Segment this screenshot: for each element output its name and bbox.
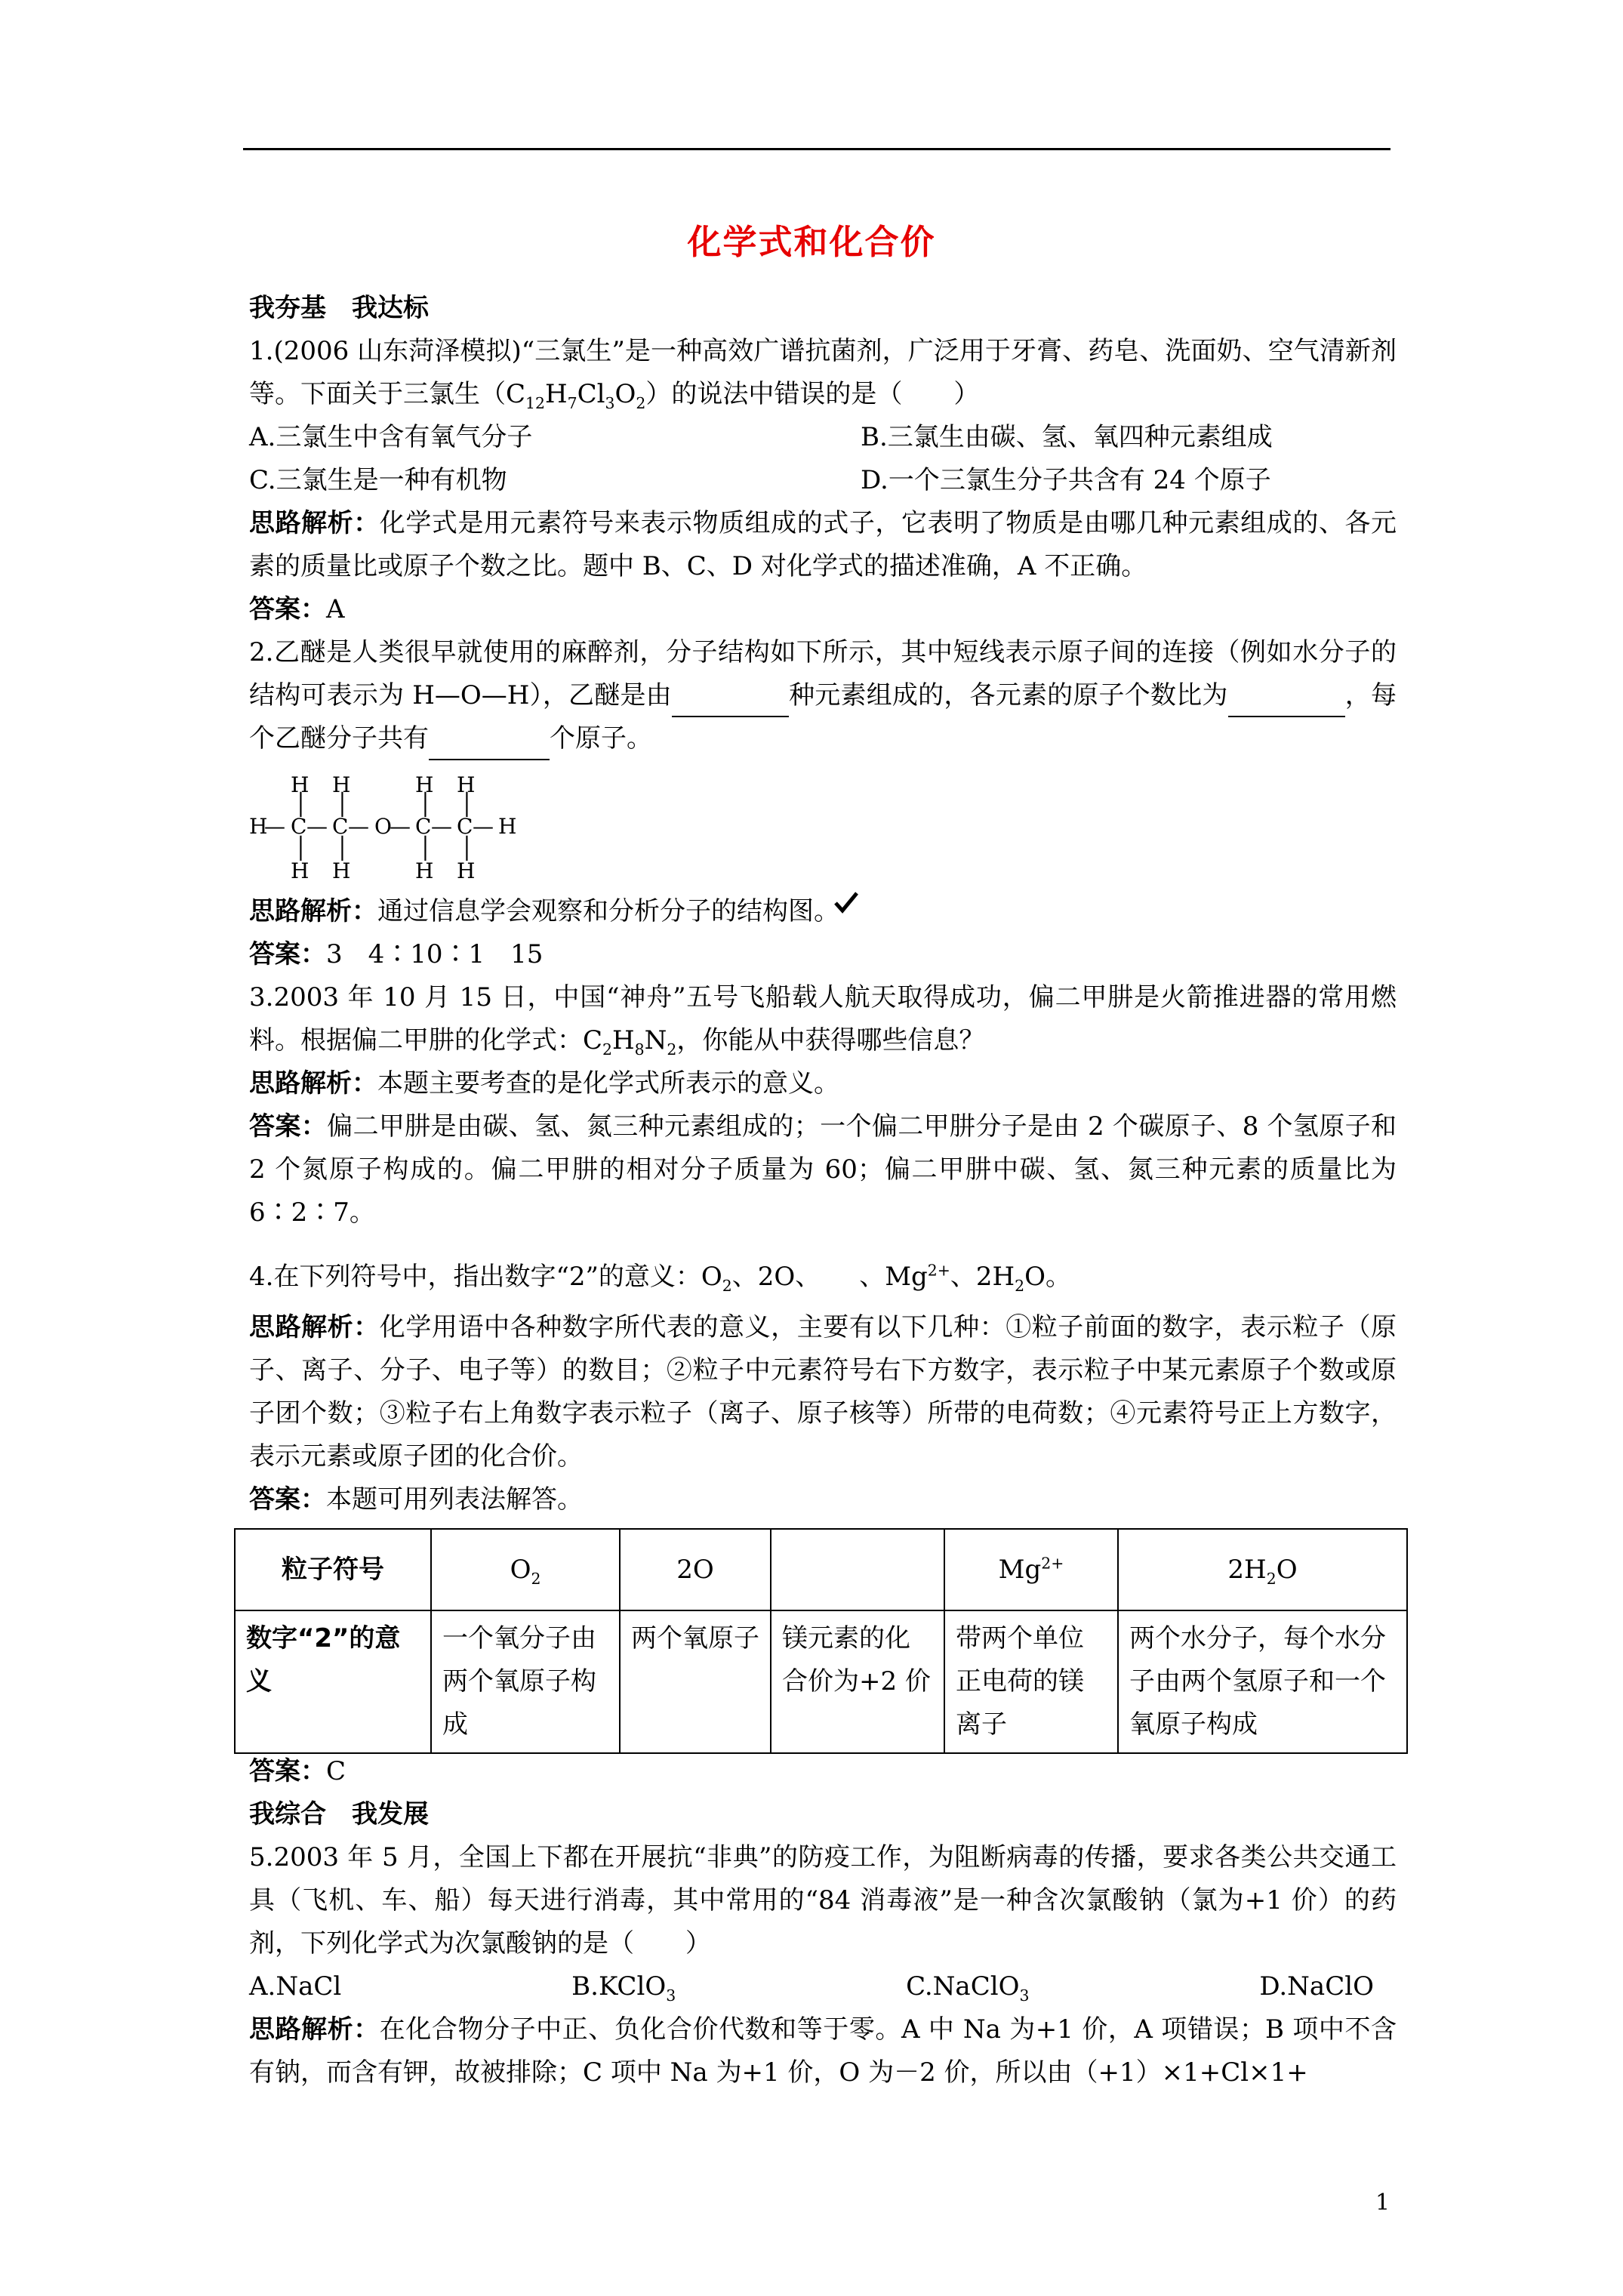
atom-h: H — [415, 858, 434, 883]
document-body-lower — [249, 1750, 1397, 2094]
atom-h: H — [291, 772, 310, 797]
q3-answer: 答案：偏二甲肼是由碳、氢、氮三种元素组成的；一个偏二甲肼分子是由 2 个碳原子、8 个氢原子和 2 个氮原子构成的。偏二甲肼的相对分子质量为 60；偏二甲肼中碳、氢、氮三种元素的质量比为 6∶2∶7。 — [249, 1111, 1397, 1228]
bond: │ — [460, 836, 473, 861]
q2-analysis: 思路解析：通过信息学会观察和分析分子的结构图。 — [249, 896, 839, 926]
q5-option-b: B.KClO$_3$ — [571, 1971, 676, 2005]
q2-answer: 答案：3 4∶10∶1 15 — [249, 939, 544, 969]
bond: │ — [419, 792, 432, 817]
q1-answer: 答案：A — [249, 594, 345, 624]
q1-option-a: A.三氯生中含有氧气分子 — [249, 422, 533, 452]
atom-o: O — [374, 814, 392, 839]
atom-h: H — [415, 772, 434, 797]
q2-blank-3[interactable] — [429, 729, 550, 760]
document-body — [249, 287, 1397, 1521]
q4-analysis: 思路解析：化学用语中各种数字所代表的意义，主要有以下几种：①粒子前面的数字，表示粒子（原子、离子、分子、电子等）的数目；②粒子中元素符号右下方数字，表示粒子中某元素原子个数或原子团个数；③粒子右上角数字表示粒子（离子、原子核等）所带的电荷数；④元素符号正上方数字，表示元素或原子团的化合价。 — [249, 1312, 1397, 1472]
q1-options-row1 — [249, 416, 1397, 459]
table-row — [235, 1529, 1407, 1610]
q1-option-c: C.三氯生是一种有机物 — [249, 465, 507, 495]
atom-c: C — [332, 814, 349, 839]
section-heading-advanced: 我综合 我发展 — [249, 1799, 429, 1829]
q5-option-a: A.NaCl — [249, 1971, 342, 2002]
bond: │ — [336, 836, 349, 861]
table-row — [235, 1610, 1407, 1753]
q1-options-row2 — [249, 459, 1397, 502]
table-header-cell: $Mg^{2+}$ — [944, 1529, 1118, 1610]
table-header-cell: 2O — [620, 1529, 771, 1610]
ether-structure-diagram — [249, 763, 1397, 886]
bond: — — [264, 814, 285, 839]
table-cell: 镁元素的化合价为+2 价 — [771, 1610, 944, 1753]
atom-h: H — [249, 814, 268, 839]
header-rule — [243, 148, 1390, 150]
q5-option-c: C.NaClO$_3$ — [906, 1971, 1030, 2005]
q2-blank-2[interactable] — [1228, 686, 1345, 717]
checkmark-icon — [833, 891, 859, 914]
table-cell: 两个氧原子 — [620, 1610, 771, 1753]
q5-options — [249, 1965, 1397, 2008]
atom-c: C — [415, 814, 432, 839]
bond: │ — [294, 792, 307, 817]
section-heading-basic: 我夯基 我达标 — [249, 293, 429, 323]
q5-analysis: 思路解析：在化合物分子中正、负化合价代数和等于零。A 中 Na 为+1 价，A 项错误；B 项中不含有钠，而含有钾，故被排除；C 项中 Na 为+1 价，O 为－2 价，所以由（+1）×1+Cl×1+ — [249, 2014, 1397, 2088]
table-cell: 数字“2”的意义 — [235, 1610, 431, 1753]
bond: — — [473, 814, 494, 839]
bond: — — [306, 814, 328, 839]
page-number: 1 — [1375, 2190, 1390, 2216]
bond: — — [431, 814, 452, 839]
atom-c: C — [291, 814, 307, 839]
atom-h: H — [291, 858, 310, 883]
symbol-meaning-table — [234, 1528, 1408, 1754]
table-header-cell: 粒子符号 — [235, 1529, 431, 1610]
q1-option-b: B.三氯生由碳、氢、氧四种元素组成 — [861, 422, 1273, 452]
table-cell: 带两个单位正电荷的镁离子 — [944, 1610, 1118, 1753]
atom-h: H — [498, 814, 517, 839]
page-title: 化学式和化合价 — [687, 222, 936, 262]
table-cell: 两个水分子，每个水分子由两个氢原子和一个氧原子构成 — [1118, 1610, 1407, 1753]
q3-analysis: 思路解析：本题主要考查的是化学式所表示的意义。 — [249, 1068, 839, 1099]
q4-stem: 4.在下列符号中，指出数字“2”的意义：$O_2$、2O、 、$Mg^{2+}$、$2H_2O$。 — [249, 1261, 1072, 1295]
bond: │ — [460, 792, 473, 817]
q4-final-answer: 答案：C — [249, 1756, 346, 1786]
table-cell: 一个氧分子由两个氧原子构成 — [431, 1610, 620, 1753]
q3-stem: 3.2003 年 10 月 15 日，中国“神舟”五号飞船载人航天取得成功，偏二甲肼是火箭推进器的常用燃料。根据偏二甲肼的化学式：$C_2H_8N_2$，你能从中获得哪些信息？ — [249, 982, 1397, 1059]
bond: │ — [419, 836, 432, 861]
q1-analysis: 思路解析：化学式是用元素符号来表示物质组成的式子，它表明了物质是由哪几种元素组成的、各元素的质量比或原子个数之比。题中 B、C、D 对化学式的描述准确，A 不正确。 — [249, 508, 1397, 581]
table-header-cell: $O_2$ — [431, 1529, 620, 1610]
q2-blank-1[interactable] — [672, 686, 789, 717]
q1-option-d: D.一个三氯生分子共含有 24 个原子 — [861, 465, 1271, 495]
q2-stem: 2.乙醚是人类很早就使用的麻醉剂，分子结构如下所示，其中短线表示原子间的连接（例如水分子的结构可表示为 H—O—H），乙醚是由 种元素组成的，各元素的原子个数比为 ，每个乙醚分子共有 个原子。 — [249, 631, 1397, 760]
q5-option-d: D.NaClO — [1259, 1971, 1374, 2002]
bond: — — [348, 814, 369, 839]
bond: │ — [294, 836, 307, 861]
atom-h: H — [457, 858, 476, 883]
table-header-cell — [771, 1529, 944, 1610]
bond: — — [390, 814, 411, 839]
atom-h: H — [457, 772, 476, 797]
q4-answer: 答案：本题可用列表法解答。 — [249, 1484, 583, 1515]
bond: │ — [336, 792, 349, 817]
table-header-cell: $2H_2O$ — [1118, 1529, 1407, 1610]
q5-stem: 5.2003 年 5 月，全国上下都在开展抗“非典”的防疫工作，为阻断病毒的传播，要求各类公共交通工具（飞机、车、船）每天进行消毒，其中常用的“84 消毒液”是一种含次氯酸钠（氯为+1 价）的药剂，下列化学式为次氯酸钠的是（ ） — [249, 1842, 1397, 1959]
atom-c: C — [457, 814, 473, 839]
q1-stem: 1.(2006 山东菏泽模拟)“三氯生”是一种高效广谱抗菌剂，广泛用于牙膏、药皂、洗面奶、空气清新剂等。下面关于三氯生$(C_{12}H_7Cl_3O_2)$的说法中错误的是（ ） — [249, 336, 1397, 412]
atom-h: H — [332, 772, 351, 797]
atom-h: H — [332, 858, 351, 883]
